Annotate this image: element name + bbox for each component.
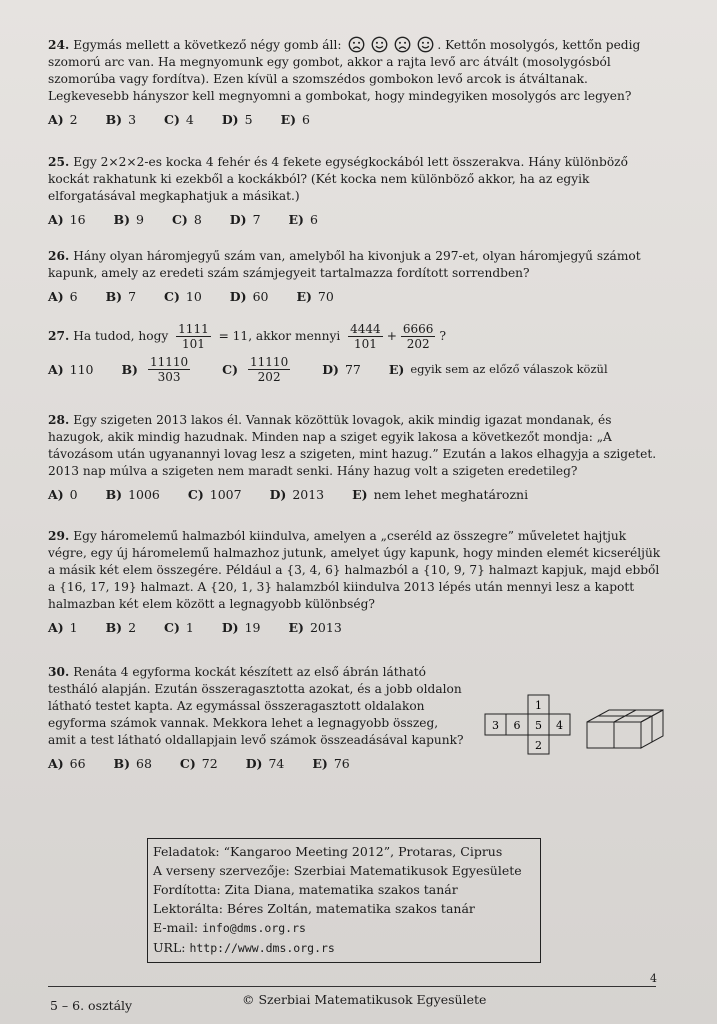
answer-row: [48, 619, 663, 636]
problem-26: [48, 248, 663, 305]
answer-option: C) 1: [164, 620, 194, 635]
problem-text: 24. Egymás mellett a következő négy gomb áll: . Kettőn mosolygós, kettőn pedig szomorú arc van. Ha megnyomunk egy gombot, akkor a rajta levő arc átvált (mosolygósból szomorúba vagy fordítva). Ezen kívül a szomszédos gombokon levő arcok is átváltanak. Legkevesebb hányszor kell megnyomni a gombokat, hogy mindegyiken mosolygós arc legyen?: [48, 38, 641, 103]
answer-option: B) 68: [113, 756, 152, 771]
credits-box: [147, 838, 541, 963]
answer-option: D) 5: [221, 112, 253, 127]
answer-option: E) 70: [296, 289, 334, 304]
answer-option: E) 6: [288, 212, 318, 227]
answer-row: [48, 211, 663, 228]
answer-option: A) 1: [48, 620, 78, 635]
email-link: info@dms.org.rs: [202, 921, 306, 935]
page-number: 4: [650, 972, 657, 985]
problem-number: 30.: [48, 665, 70, 679]
answer-option: C) $\frac{11110}{202}$: [222, 355, 289, 384]
answer-option: B) 3: [105, 112, 137, 127]
credits-organizer: A verseny szervezője: Szerbiai Matematikusok Egyesülete: [153, 863, 522, 878]
fraction: $\frac{6666}{202}$: [402, 322, 434, 351]
credits-translator: Fordította: Zita Diana, matematika szakos tanár: [153, 882, 458, 897]
problem-25: [48, 154, 663, 228]
answer-option: A) 16: [48, 212, 86, 227]
net-face-top: 1: [535, 699, 542, 712]
answer-row: [48, 288, 663, 305]
net-face-right: 4: [556, 719, 563, 732]
problem-27: [48, 322, 663, 384]
answer-option: C) 8: [171, 212, 202, 227]
answer-option: B) 1006: [105, 487, 160, 502]
net-face-bottom: 2: [535, 739, 542, 752]
answer-option: B) $\frac{11110}{303}$: [121, 355, 189, 384]
problem-text: 29. Egy háromelemű halmazból kiindulva, amelyen a „cseréld az összegre” műveletet hajtjuk végre, egy új háromelemű halmazhoz jutunk, amelyet úgy kapunk, hogy minden elemét kicseréljük a másik két elem összegére. Például a {3, 4, 6} halmazból a {10, 9, 7} halmazt kapjuk, majd ebből a {16, 17, 19} halmazt. A {20, 1, 3} halamzból kiindulva 2013 lépés után mennyi lesz a kapott halmazban két elem között a legnagyobb különbség?: [48, 529, 661, 611]
problem-text: 30. Renáta 4 egyforma kockát készített az első ábrán látható testháló alapján. Ezután összeragasztotta azokat, és a jobb oldalon látható testet kapta. Az egymással összeragasztott oldalakon egyforma számok vannak. Mekkora lehet a legnagyobb összeg, amit a test látható oldallapjain levő számok összeadásával kapunk?: [48, 665, 464, 747]
fraction: $\frac{1111}{101}$: [178, 322, 209, 351]
sad-face-icon: [394, 36, 411, 53]
credits-tasks: Feladatok: “Kangaroo Meeting 2012”, Protaras, Ciprus: [153, 844, 503, 859]
credits-reviewer: Lektorálta: Béres Zoltán, matematika szakos tanár: [153, 901, 475, 916]
credits-email: E-mail: info@dms.org.rs: [153, 920, 306, 935]
net-face-center: 5: [535, 719, 542, 732]
answer-row: [48, 486, 663, 503]
answer-option: E) 6: [280, 112, 310, 127]
footer-divider: [48, 986, 656, 987]
problem-30: [48, 664, 468, 772]
problem-24: [48, 36, 663, 128]
answer-row: [48, 111, 663, 128]
problem-text: 26. Hány olyan háromjegyű szám van, amelyből ha kivonjuk a 297-et, olyan háromjegyű számot kapunk, amely az eredeti szám számjegyeit tartalmazza fordított sorrendben?: [48, 249, 641, 280]
footer-grade: 5 – 6. osztály: [50, 998, 133, 1013]
sad-face-icon: [348, 36, 365, 53]
problem-28: [48, 412, 663, 503]
answer-option: B) 9: [113, 212, 144, 227]
problem-number: 29.: [48, 529, 70, 543]
answer-option: D) 77: [322, 362, 361, 377]
smiley-face-icon: [371, 36, 388, 53]
problem-text: 28. Egy szigeten 2013 lakos él. Vannak közöttük lovagok, akik mindig igazat mondanak, és hazugok, akik mindig hazudnak. Minden nap a sziget egyik lakosa a következőt mondja: „A távozásom után ugyanannyi lovag lesz a szigeten, mint hazug.” Ezután a lakos elhagyja a szigetet. 2013 nap múlva a szigeten nem maradt senki. Hány hazug volt a szigeten eredetileg?: [48, 413, 657, 478]
answer-option: D) 60: [229, 289, 269, 304]
answer-option: E) 2013: [288, 620, 342, 635]
url-link: http://www.dms.org.rs: [189, 941, 335, 955]
problem-number: 25.: [48, 155, 70, 169]
net-face-mid-left: 6: [513, 719, 521, 732]
answer-option: E) 76: [312, 756, 350, 771]
answer-option: B) 2: [105, 620, 137, 635]
answer-option: E) nem lehet meghatározni: [352, 487, 529, 502]
net-face-left: 3: [492, 719, 499, 732]
problem-text: 27. Ha tudod, hogy $\frac{1111}{101}$ = 11, akkor mennyi $\frac{4444}{101}$ + $\frac{6666}{202}$ ?: [48, 322, 446, 351]
smiley-face-icon: [417, 36, 434, 53]
problem-number: 28.: [48, 413, 70, 427]
answer-option: B) 7: [105, 289, 137, 304]
answer-option: A) 66: [48, 756, 86, 771]
answer-option: A) 0: [48, 487, 78, 502]
answer-option: D) 7: [229, 212, 261, 227]
problem-text: 25. Egy 2×2×2-es kocka 4 fehér és 4 fekete egységkockából lett összerakva. Hány különböző kockát rakhatunk ki ezekből a kockákból? (Két kocka nem különböző akkor, ha az egyik elforgatásával megkaphatjuk a másikat.): [48, 155, 628, 203]
answer-option: E) egyik sem az előző válaszok közül: [388, 362, 608, 377]
answer-option: C) 1007: [187, 487, 242, 502]
footer-copyright: © Szerbiai Matematikusok Egyesülete: [242, 992, 487, 1007]
credits-url: URL: http://www.dms.org.rs: [153, 940, 335, 955]
answer-row: [48, 755, 468, 772]
problem-number: 27.: [48, 329, 70, 343]
answer-option: C) 72: [179, 756, 218, 771]
answer-option: D) 2013: [269, 487, 325, 502]
answer-option: A) 6: [48, 289, 78, 304]
glued-cubes-diagram: [585, 704, 665, 750]
problem-number: 24.: [48, 38, 70, 52]
cube-net-diagram: [484, 694, 572, 756]
answer-row: [48, 355, 663, 384]
answer-option: D) 74: [245, 756, 285, 771]
fraction: $\frac{4444}{101}$: [350, 322, 381, 351]
answer-option: C) 4: [164, 112, 194, 127]
answer-option: D) 19: [221, 620, 261, 635]
problem-number: 26.: [48, 249, 70, 263]
answer-option: C) 10: [164, 289, 202, 304]
answer-option: A) 2: [48, 112, 78, 127]
problem-29: [48, 528, 663, 636]
answer-option: A) 110: [48, 362, 94, 377]
